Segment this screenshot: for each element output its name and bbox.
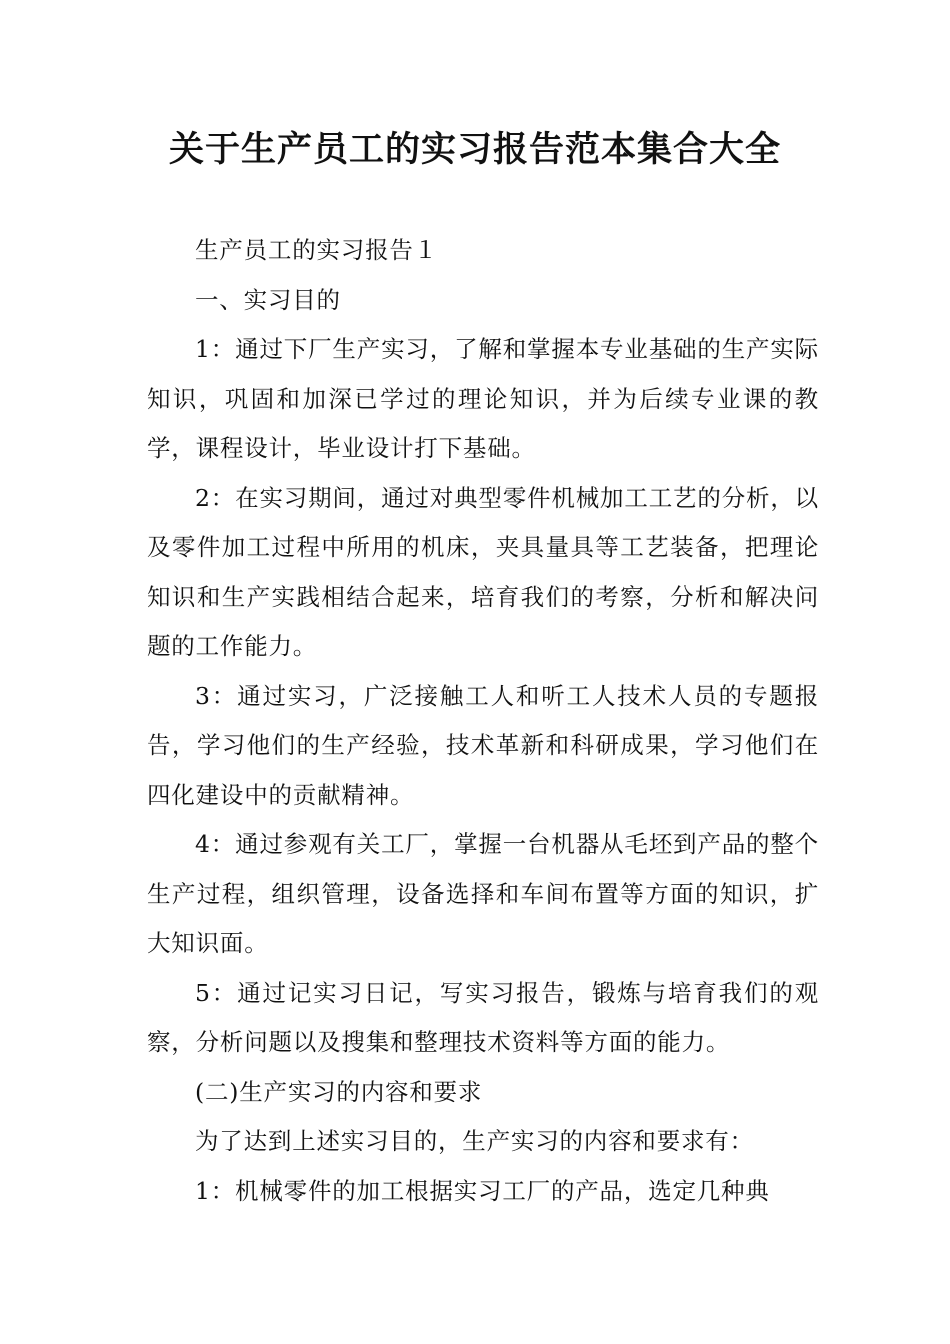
paragraph-purpose-4: 4：通过参观有关工厂，掌握一台机器从毛坯到产品的整个生产过程，组织管理，设备选择和车间布置等方面的知识，扩大知识面。 xyxy=(147,830,819,957)
paragraph-purpose-3: 3：通过实习，广泛接触工人和听工人技术人员的专题报告，学习他们的生产经验，技术革新和科研成果，学习他们在四化建设中的贡献精神。 xyxy=(147,681,819,809)
paragraph-purpose-5: 5：通过记实习日记，写实习报告，锻炼与培育我们的观察，分析问题以及搜集和整理技术资料等方面的能力。 xyxy=(147,978,819,1056)
paragraph-section-content: (二)生产实习的内容和要求 xyxy=(195,1077,483,1106)
paragraph-purpose-2: 2：在实习期间，通过对典型零件机械加工工艺的分析，以及零件加工过程中所用的机床，夹具量具等工艺装备，把理论知识和生产实践相结合起来，培育我们的考察，分析和解决问题的工作能力。 xyxy=(147,483,819,660)
document-title: 关于生产员工的实习报告范本集合大全 xyxy=(168,130,781,170)
document-body xyxy=(147,226,819,1216)
paragraph-content-1: 1：机械零件的加工根据实习工厂的产品，选定几种典 xyxy=(195,1176,770,1205)
paragraph-report-heading: 生产员工的实习报告１ xyxy=(195,236,438,264)
paragraph-content-intro: 为了达到上述实习目的，生产实习的内容和要求有： xyxy=(195,1127,754,1155)
paragraph-section-purpose: 一、实习目的 xyxy=(195,285,341,314)
paragraph-purpose-1: 1：通过下厂生产实习，了解和掌握本专业基础的生产实际知识，巩固和加深已学过的理论知识，并为后续专业课的教学，课程设计，毕业设计打下基础。 xyxy=(147,335,819,462)
